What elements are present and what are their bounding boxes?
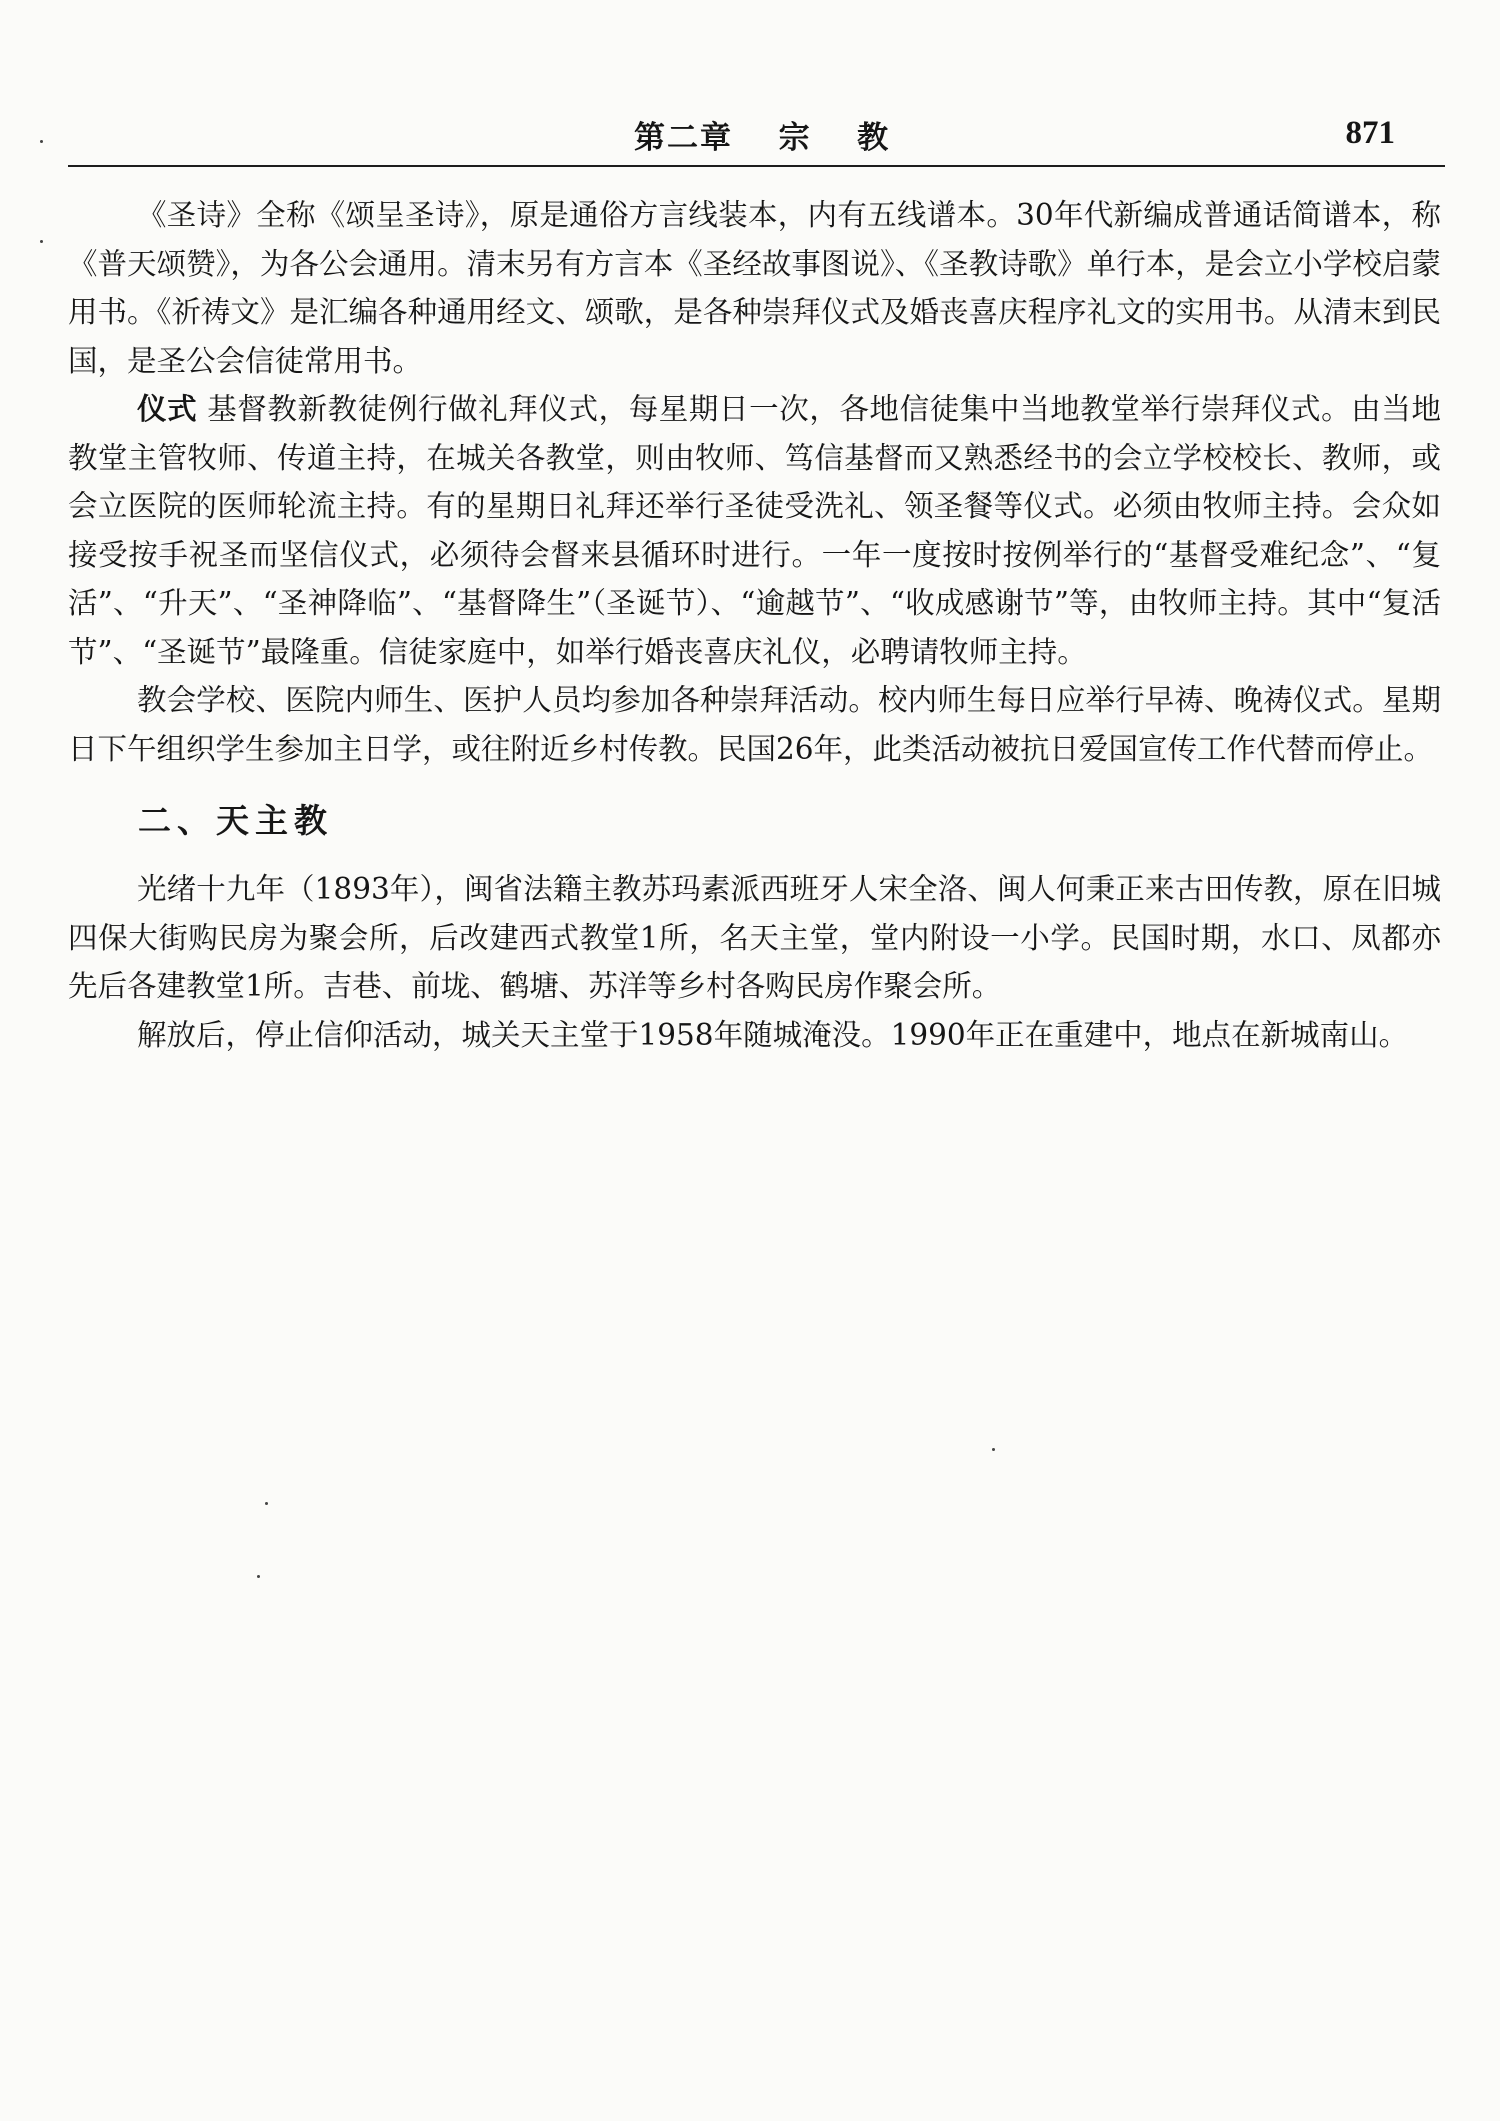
paragraph-text: 光绪十九年（1893年），闽省法籍主教苏玛素派西班牙人宋全洛、闽人何秉正来古田传教，原在旧城四保大街购民房为聚会所，后改建西式教堂1所，名天主堂，堂内附设一小学。民国时期，水口、凤都亦先后各建教堂1所。吉巷、前垅、鹤塘、苏洋等乡村各购民房作聚会所。 [68,872,1441,1003]
paragraph-text: 解放后，停止信仰活动，城关天主堂于1958年随城淹没。1990年正在重建中，地点在新城南山。 [137,1017,1409,1052]
chapter-title: 第二章 宗 教 [634,120,891,156]
paragraph-rites [68,385,1441,676]
section-heading-catholicism: 二、天主教 [138,801,333,840]
paragraph-catholic-history [68,865,1441,1011]
header-rule [68,165,1445,167]
term-rites: 仪式 [137,392,198,426]
paragraph-after-liberation [68,1011,1441,1060]
paragraph-text: 基督教新教徒例行做礼拜仪式，每星期日一次，各地信徒集中当地教堂举行崇拜仪式。由当地教堂主管牧师、传道主持，在城关各教堂，则由牧师、笃信基督而又熟悉经书的会立学校校长、教师，或会立医院的医师轮流主持。有的星期日礼拜还举行圣徒受洗礼、领圣餐等仪式。必须由牧师主持。会众如接受按手祝圣而坚信仪式，必须待会督来县循环时进行。一年一度按时按例举行的“基督受难纪念”、“复活”、“升天”、“圣神降临”、“基督降生”（圣诞节）、“逾越节”、“收成感谢节”等，由牧师主持。其中“复活节”、“圣诞节”最隆重。信徒家庭中，如举行婚丧喜庆礼仪，必聘请牧师主持。 [68,392,1441,669]
paragraph-text: 教会学校、医院内师生、医护人员均参加各种崇拜活动。校内师生每日应举行早祷、晚祷仪式。星期日下午组织学生参加主日学，或往附近乡村传教。民国26年，此类活动被抗日爱国宣传工作代替而停止。 [68,683,1441,766]
page-number: 871 [1345,115,1395,151]
scan-speck [265,1502,268,1505]
scan-speck [40,140,43,143]
page-header [68,112,1445,164]
paragraph-text: 《圣诗》全称《颂呈圣诗》，原是通俗方言线装本，内有五线谱本。30年代新编成普通话简谱本，称《普天颂赞》，为各公会通用。清末另有方言本《圣经故事图说》、《圣教诗歌》单行本，是会立小学校启蒙用书。《祈祷文》是汇编各种通用经文、颂歌，是各种崇拜仪式及婚丧喜庆程序礼文的实用书。从清末到民国，是圣公会信徒常用书。 [68,198,1441,378]
paragraph-hymnals [68,191,1441,385]
scan-speck [257,1575,260,1578]
scan-speck [40,240,43,243]
paragraph-school-worship [68,676,1441,773]
page-body [68,191,1441,1059]
scan-speck [992,1448,995,1451]
